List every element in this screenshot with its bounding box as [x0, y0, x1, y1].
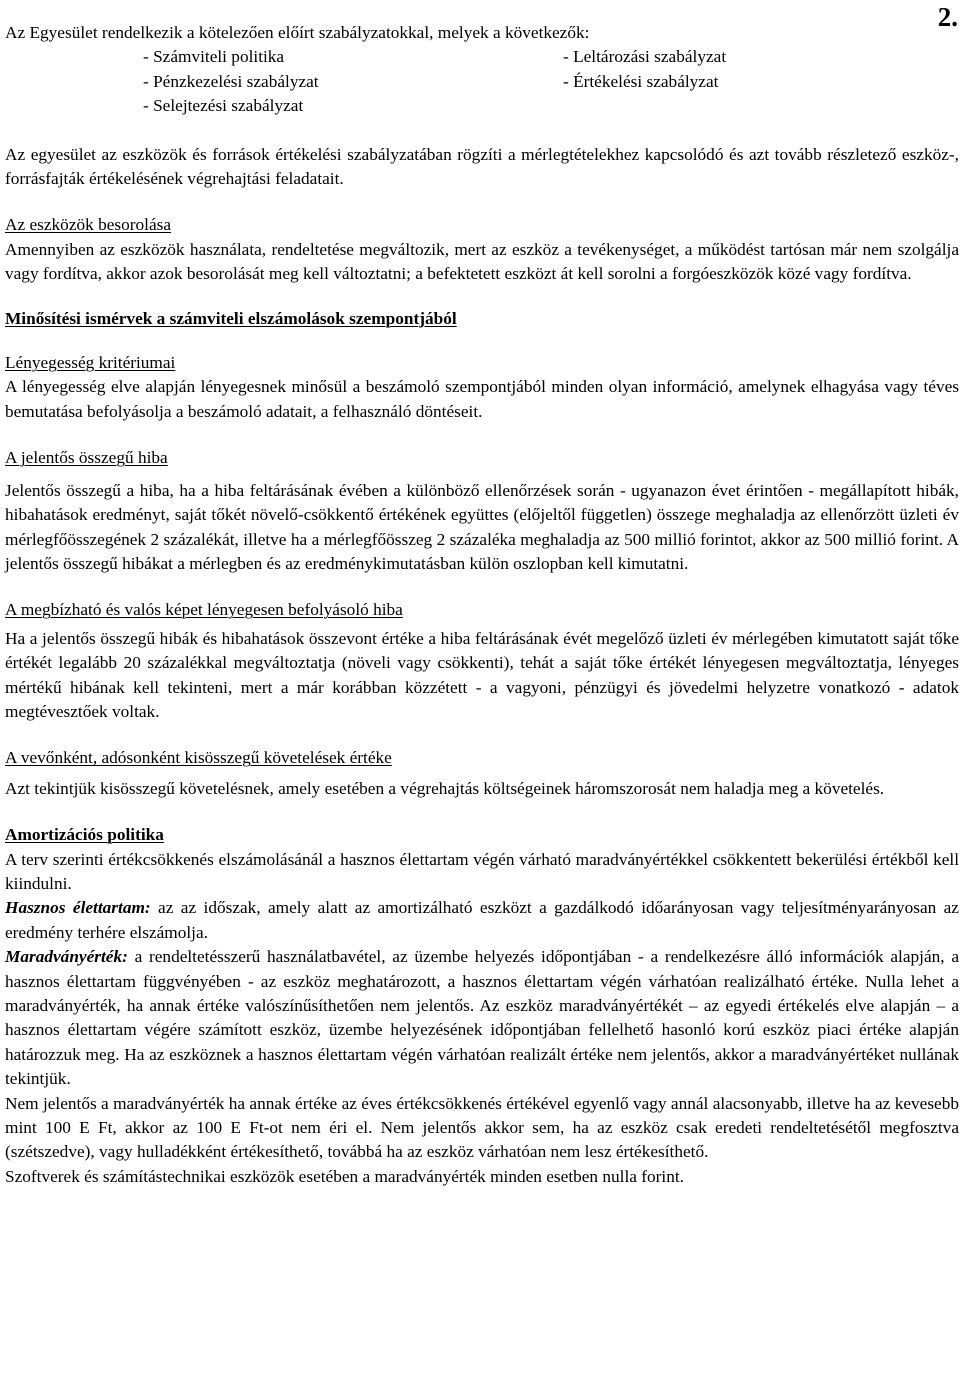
significant-error-text: Jelentős összegű a hiba, ha a hiba feltárásának évében a különböző ellenőrzések során - ugyanazon évet érintően - megállapított hibák, hibahatások eredményt, saját tőkét növelő-csökkentő értékének együttes (előjeltől független) összege meghaladja az ellenőrzött üzleti év mérlegfőösszegének 2 százalékát, illetve ha a mérlegfőösszeg 2 százaléka meghaladja az 500 millió forintot, akkor az 500 millió forint. A jelentős összegű hibákat a mérlegben és az eredménykimutatásban külön oszlopban kell kimutatni.: [5, 480, 959, 573]
list-item: - Pénzkezelési szabályzat: [143, 71, 319, 91]
classification-text: Amennyiben az eszközök használata, rendeltetése megváltozik, mert az eszköz a tevékenységet, a működést tartósan már nem szolgálja vagy fordítva, akkor azok besorolását meg kell változtatni; a befektetett eszközt át kell sorolni a forgóeszközök közé vagy fordítva.: [5, 239, 959, 284]
significant-error-heading: A jelentős összegű hiba: [5, 448, 168, 468]
classification-heading: Az eszközök besorolása: [5, 215, 172, 235]
residual-value-text: a rendeltetésszerű használatbavétel, az üzembe helyezés időpontjában - a rendelkezésre álló információk alapján, a hasznos élettartam függvényében - az eszköz meghatározott, a hasznos élettartam végén várhatóan realizálható értéke. Nulla lehet a maradványérték, ha annak értéke valószínűsíthetően nem jelentős. Az eszköz maradványértékét – az egyedi értékelés elve alapján – a hasznos élettartam végére számított eszköz, üzembe helyezésének időpontjában fellelhető hasonló korú eszköz piaci értéke alapján határozzuk meg. Ha az eszköznek a hasznos élettartam végén várhatóan realizált értéke nem jelentős, akkor a maradványértéket nullának tekintjük.: [5, 947, 959, 1089]
page-number: 2.: [937, 2, 958, 32]
depreciation-text: A terv szerinti értékcsökkenés elszámolásánál a hasznos élettartam végén várható maradványértékkel csökkentett bekerülési értékből kell kiindulni.: [5, 849, 959, 893]
depreciation-heading: Amortizációs politika: [5, 825, 164, 845]
not-significant-paragraph: Nem jelentős a maradványérték ha annak értéke az éves értékcsökkenés értékével egyenlő vagy annál alacsonyabb, illetve ha az kevesebb mint 100 E Ft, akkor az 100 E Ft-ot nem éri el. Nem jelentős akkor sem, ha az eszköz csak eredeti rendeltetésétől megfosztva (szétszedve), vagy hulladékként értékesíthető, továbbá ha az eszköz várhatóan nem lesz értékesíthető.: [5, 1093, 959, 1162]
document-page: [5, 21, 959, 1189]
list-item: - Értékelési szabályzat: [563, 71, 719, 91]
residual-value-term: Maradványérték:: [5, 947, 128, 967]
useful-life-paragraph: [5, 896, 959, 945]
materiality-text: A lényegesség elve alapján lényegesnek minősül a beszámoló szempontjából minden olyan információ, amelynek elhagyása vagy téves bemutatása befolyásolja a beszámoló adatait, a felhasználó döntéseit.: [5, 377, 959, 421]
software-paragraph: Szoftverek és számítástechnikai eszközök esetében a maradványérték minden esetben nulla forint.: [5, 1166, 684, 1186]
intro-text: Az Egyesület rendelkezik a kötelezően előírt szabályzatokkal, melyek a következők:: [5, 23, 590, 42]
list-item: - Számviteli politika: [143, 47, 285, 67]
small-receivables-text: Azt tekintjük kisösszegű követelésnek, amely esetében a végrehajtás költségeinek háromszorosát nem haladja meg a követelés.: [5, 778, 885, 798]
true-fair-heading: A megbízható és valós képet lényegesen befolyásoló hiba: [5, 600, 403, 620]
regulation-list: [143, 45, 959, 118]
small-receivables-heading: A vevőnként, adósonként kisösszegű követelések értéke: [5, 748, 392, 768]
list-item: - Leltározási szabályzat: [563, 47, 727, 67]
valuation-paragraph: Az egyesület az eszközök és források értékelési szabályzatában rögzíti a mérlegtételekhez kapcsolódó és azt tovább részletező eszköz-, forrásfajták értékelésének végrehajtási feladatait.: [5, 144, 959, 189]
useful-life-term: Hasznos élettartam:: [5, 898, 151, 918]
true-fair-text: Ha a jelentős összegű hibák és hibahatások összevont értéke a hiba feltárásának évét megelőző üzleti év mérlegében kimutatott saját tőke értékét legalább 20 százalékkal megváltoztatja (növeli vagy csökkenti), tehát a saját tőke értékét lényegesen megváltoztatja, lényeges mértékű hibának kell tekinteni, mert a már korábban közzétett - a vagyoni, pénzügyi és jövedelmi helyzetre vonatkozó - adatok megtévesztőek voltak.: [5, 628, 959, 721]
residual-value-paragraph: [5, 945, 959, 1091]
criteria-heading: Minősítési ismérvek a számviteli elszámolások szempontjából: [5, 308, 457, 328]
materiality-heading: Lényegesség kritériumai: [5, 353, 176, 373]
useful-life-text: az az időszak, amely alatt az amortizálható eszközt a gazdálkodó időarányosan vagy teljesítményarányosan az eredmény terhére elszámolja.: [5, 898, 959, 942]
list-item: - Selejtezési szabályzat: [143, 96, 304, 116]
